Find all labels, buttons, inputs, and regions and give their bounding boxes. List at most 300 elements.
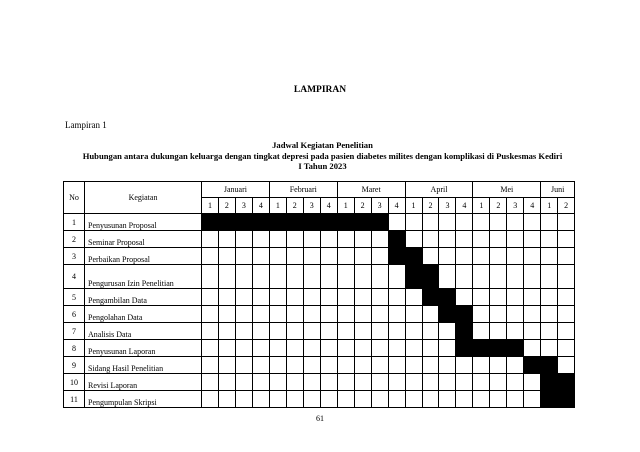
schedule-cell (371, 231, 388, 248)
week-header: 3 (439, 198, 456, 214)
schedule-cell-filled (541, 391, 558, 408)
schedule-cell (422, 214, 439, 231)
schedule-cell (541, 231, 558, 248)
schedule-cell (490, 357, 507, 374)
row-number: 10 (64, 374, 85, 391)
schedule-cell (269, 340, 286, 357)
schedule-cell (473, 374, 490, 391)
schedule-cell (303, 323, 320, 340)
schedule-cell (371, 265, 388, 289)
schedule-cell (218, 306, 235, 323)
row-number: 1 (64, 214, 85, 231)
schedule-cell (371, 391, 388, 408)
schedule-cell (422, 323, 439, 340)
schedule-cell (202, 231, 219, 248)
schedule-cell (473, 357, 490, 374)
schedule-cell (303, 306, 320, 323)
schedule-cell (388, 391, 405, 408)
table-row (64, 231, 575, 248)
schedule-cell (337, 306, 354, 323)
week-header: 3 (303, 198, 320, 214)
schedule-cell (202, 248, 219, 265)
page-heading: LAMPIRAN (293, 85, 347, 95)
schedule-cell (456, 289, 473, 306)
schedule-cell (405, 289, 422, 306)
schedule-cell (507, 374, 524, 391)
schedule-cell (405, 357, 422, 374)
schedule-cell (405, 374, 422, 391)
schedule-cell (371, 357, 388, 374)
week-header: 3 (507, 198, 524, 214)
schedule-cell (473, 306, 490, 323)
schedule-cell (286, 391, 303, 408)
schedule-cell (218, 289, 235, 306)
schedule-cell (286, 289, 303, 306)
schedule-cell-filled (524, 357, 541, 374)
schedule-cell (303, 391, 320, 408)
schedule-cell (388, 214, 405, 231)
schedule-cell (456, 374, 473, 391)
week-header: 2 (354, 198, 371, 214)
schedule-cell (354, 391, 371, 408)
schedule-cell (235, 265, 252, 289)
schedule-cell (456, 265, 473, 289)
title-line-2: Hubungan antara dukungan keluarga dengan tingkat depresi pada pasien diabetes milites dengan komplikasi di Puskesmas Kediri (82, 150, 563, 161)
week-header: 1 (202, 198, 219, 214)
schedule-cell (524, 306, 541, 323)
schedule-cell (371, 340, 388, 357)
schedule-cell-filled (218, 214, 235, 231)
schedule-cell (354, 231, 371, 248)
schedule-cell (473, 289, 490, 306)
row-number: 4 (64, 265, 85, 289)
schedule-cell (354, 248, 371, 265)
schedule-cell (354, 340, 371, 357)
schedule-cell (524, 289, 541, 306)
schedule-cell (371, 248, 388, 265)
schedule-cell (388, 323, 405, 340)
activity-name: Perbaikan Proposal (85, 248, 202, 265)
schedule-cell (490, 374, 507, 391)
schedule-cell (371, 323, 388, 340)
schedule-cell (303, 357, 320, 374)
week-header: 4 (320, 198, 337, 214)
schedule-cell (558, 248, 575, 265)
schedule-cell (218, 357, 235, 374)
table-row (64, 289, 575, 306)
schedule-cell-filled (235, 214, 252, 231)
schedule-cell (507, 357, 524, 374)
schedule-cell (388, 265, 405, 289)
week-header: 2 (490, 198, 507, 214)
schedule-cell (320, 289, 337, 306)
table-row (64, 214, 575, 231)
schedule-cell (507, 306, 524, 323)
week-header: 2 (286, 198, 303, 214)
schedule-cell (320, 306, 337, 323)
schedule-cell (558, 214, 575, 231)
table-row (64, 374, 575, 391)
schedule-cell (269, 231, 286, 248)
row-number: 8 (64, 340, 85, 357)
schedule-cell (337, 374, 354, 391)
schedule-cell (422, 248, 439, 265)
schedule-cell (558, 289, 575, 306)
schedule-cell (422, 357, 439, 374)
schedule-cell (320, 374, 337, 391)
schedule-cell (286, 265, 303, 289)
schedule-cell (337, 323, 354, 340)
schedule-cell (439, 265, 456, 289)
schedule-cell-filled (405, 248, 422, 265)
schedule-cell (337, 357, 354, 374)
schedule-cell (269, 306, 286, 323)
schedule-cell (286, 231, 303, 248)
month-header-row (64, 182, 575, 198)
schedule-cell (218, 340, 235, 357)
schedule-cell (320, 357, 337, 374)
schedule-cell (558, 357, 575, 374)
activity-name: Seminar Proposal (85, 231, 202, 248)
schedule-cell (456, 357, 473, 374)
schedule-cell (541, 340, 558, 357)
week-header: 4 (252, 198, 269, 214)
schedule-cell (405, 306, 422, 323)
schedule-cell (490, 306, 507, 323)
schedule-cell (439, 248, 456, 265)
month-header: Juni (541, 182, 575, 198)
schedule-cell (558, 231, 575, 248)
schedule-cell (558, 306, 575, 323)
schedule-cell (524, 391, 541, 408)
schedule-cell (303, 340, 320, 357)
activity-name: Pengolahan Data (85, 306, 202, 323)
schedule-cell (541, 289, 558, 306)
month-header: Januari (202, 182, 270, 198)
schedule-cell (337, 265, 354, 289)
schedule-cell (371, 374, 388, 391)
schedule-cell (422, 306, 439, 323)
schedule-cell (252, 265, 269, 289)
schedule-cell-filled (456, 340, 473, 357)
schedule-cell (320, 248, 337, 265)
activity-name: Pengambilan Data (85, 289, 202, 306)
schedule-cell (558, 323, 575, 340)
week-header: 3 (371, 198, 388, 214)
schedule-cell-filled (439, 306, 456, 323)
schedule-cell-filled (286, 214, 303, 231)
schedule-cell (524, 248, 541, 265)
schedule-cell (235, 340, 252, 357)
schedule-cell (439, 340, 456, 357)
schedule-cell (320, 323, 337, 340)
schedule-cell (558, 265, 575, 289)
table-row (64, 340, 575, 357)
schedule-cell (371, 306, 388, 323)
activity-name: Penyusunan Laporan (85, 340, 202, 357)
title-line-3: I Tahun 2023 (298, 161, 347, 171)
schedule-cell (202, 391, 219, 408)
no-column-header: No (64, 182, 85, 214)
schedule-cell (218, 265, 235, 289)
week-header: 2 (558, 198, 575, 214)
activity-name: Sidang Hasil Penelitian (85, 357, 202, 374)
schedule-cell (507, 323, 524, 340)
schedule-cell (252, 357, 269, 374)
schedule-cell (337, 231, 354, 248)
schedule-cell (286, 357, 303, 374)
schedule-cell-filled (541, 374, 558, 391)
schedule-cell (490, 391, 507, 408)
schedule-cell (473, 214, 490, 231)
schedule-cell (235, 306, 252, 323)
schedule-cell (286, 340, 303, 357)
schedule-table (63, 181, 575, 408)
schedule-cell (286, 306, 303, 323)
schedule-cell (388, 306, 405, 323)
schedule-cell (456, 231, 473, 248)
schedule-cell (269, 248, 286, 265)
schedule-cell-filled (490, 340, 507, 357)
schedule-cell (507, 231, 524, 248)
schedule-cell (473, 323, 490, 340)
schedule-cell (252, 340, 269, 357)
schedule-cell-filled (202, 214, 219, 231)
lampiran-label: Lampiran 1 (65, 120, 107, 130)
schedule-cell (202, 357, 219, 374)
schedule-cell (218, 391, 235, 408)
week-header: 4 (388, 198, 405, 214)
schedule-cell (252, 231, 269, 248)
schedule-cell-filled (320, 214, 337, 231)
schedule-cell-filled (405, 265, 422, 289)
schedule-cell (354, 265, 371, 289)
schedule-cell (354, 289, 371, 306)
schedule-cell (439, 391, 456, 408)
schedule-cell (252, 374, 269, 391)
schedule-cell (490, 248, 507, 265)
week-header: 4 (456, 198, 473, 214)
schedule-cell-filled (507, 340, 524, 357)
schedule-cell (388, 289, 405, 306)
week-header: 1 (473, 198, 490, 214)
schedule-cell (252, 323, 269, 340)
schedule-cell (354, 323, 371, 340)
schedule-cell-filled (541, 357, 558, 374)
activity-name: Pengurusan Izin Penelitian (85, 265, 202, 289)
schedule-cell-filled (422, 289, 439, 306)
schedule-cell (269, 265, 286, 289)
table-row (64, 357, 575, 374)
row-number: 6 (64, 306, 85, 323)
schedule-cell-filled (439, 289, 456, 306)
schedule-cell (320, 231, 337, 248)
schedule-cell (422, 374, 439, 391)
schedule-cell (303, 248, 320, 265)
schedule-cell (202, 323, 219, 340)
schedule-cell-filled (558, 374, 575, 391)
schedule-cell (303, 374, 320, 391)
schedule-cell (524, 340, 541, 357)
activity-name: Pengumpulan Skripsi (85, 391, 202, 408)
schedule-cell (320, 391, 337, 408)
schedule-cell-filled (269, 214, 286, 231)
schedule-cell (235, 323, 252, 340)
schedule-cell-filled (473, 340, 490, 357)
schedule-cell (439, 214, 456, 231)
schedule-cell (320, 340, 337, 357)
month-header: Februari (269, 182, 337, 198)
schedule-cell (252, 289, 269, 306)
row-number: 11 (64, 391, 85, 408)
schedule-cell (558, 340, 575, 357)
schedule-cell (405, 231, 422, 248)
schedule-cell (303, 265, 320, 289)
schedule-cell-filled (388, 231, 405, 248)
schedule-cell (354, 357, 371, 374)
schedule-cell (235, 391, 252, 408)
schedule-cell (524, 214, 541, 231)
week-header: 1 (337, 198, 354, 214)
schedule-cell (405, 323, 422, 340)
schedule-cell-filled (252, 214, 269, 231)
month-header: Maret (337, 182, 405, 198)
schedule-cell (303, 231, 320, 248)
month-header: Mei (473, 182, 541, 198)
week-header: 1 (541, 198, 558, 214)
schedule-cell (202, 374, 219, 391)
schedule-cell (405, 214, 422, 231)
schedule-cell (507, 214, 524, 231)
schedule-cell (439, 357, 456, 374)
schedule-cell (337, 391, 354, 408)
activity-name: Analisis Data (85, 323, 202, 340)
schedule-cell (202, 289, 219, 306)
schedule-cell (524, 374, 541, 391)
schedule-cell (202, 340, 219, 357)
schedule-cell (337, 248, 354, 265)
schedule-cell (439, 374, 456, 391)
schedule-cell (235, 248, 252, 265)
schedule-cell (388, 340, 405, 357)
schedule-cell-filled (558, 391, 575, 408)
week-header: 1 (269, 198, 286, 214)
schedule-cell (507, 248, 524, 265)
schedule-cell (388, 357, 405, 374)
schedule-cell (439, 323, 456, 340)
schedule-cell (269, 357, 286, 374)
schedule-cell (388, 374, 405, 391)
row-number: 5 (64, 289, 85, 306)
schedule-cell (541, 323, 558, 340)
month-header: April (405, 182, 473, 198)
schedule-cell (490, 265, 507, 289)
week-header: 1 (405, 198, 422, 214)
schedule-cell (541, 248, 558, 265)
schedule-cell (507, 391, 524, 408)
schedule-cell (490, 323, 507, 340)
week-header: 2 (218, 198, 235, 214)
schedule-cell (235, 357, 252, 374)
row-number: 2 (64, 231, 85, 248)
schedule-cell (456, 391, 473, 408)
week-header: 3 (235, 198, 252, 214)
schedule-cell (524, 265, 541, 289)
schedule-cell (218, 248, 235, 265)
schedule-cell (337, 340, 354, 357)
schedule-cell (218, 231, 235, 248)
table-row (64, 306, 575, 323)
schedule-cell (473, 265, 490, 289)
week-header: 4 (524, 198, 541, 214)
schedule-cell (507, 289, 524, 306)
schedule-cell (490, 214, 507, 231)
schedule-cell (473, 391, 490, 408)
schedule-cell (456, 248, 473, 265)
table-row (64, 391, 575, 408)
schedule-cell (490, 231, 507, 248)
schedule-cell-filled (354, 214, 371, 231)
schedule-cell (473, 231, 490, 248)
schedule-cell (286, 248, 303, 265)
schedule-cell (371, 289, 388, 306)
schedule-cell (524, 231, 541, 248)
schedule-cell (235, 289, 252, 306)
schedule-cell (269, 374, 286, 391)
schedule-cell (490, 289, 507, 306)
schedule-cell (252, 248, 269, 265)
schedule-cell (541, 306, 558, 323)
schedule-cell-filled (337, 214, 354, 231)
row-number: 7 (64, 323, 85, 340)
schedule-cell-filled (422, 265, 439, 289)
schedule-cell (354, 306, 371, 323)
schedule-cell (202, 306, 219, 323)
schedule-cell (286, 323, 303, 340)
schedule-cell (524, 323, 541, 340)
schedule-cell (422, 340, 439, 357)
schedule-cell-filled (303, 214, 320, 231)
schedule-title (60, 140, 585, 172)
schedule-cell (286, 374, 303, 391)
schedule-cell (320, 265, 337, 289)
table-row (64, 248, 575, 265)
schedule-cell (405, 340, 422, 357)
schedule-cell (337, 289, 354, 306)
table-row (64, 323, 575, 340)
schedule-cell (541, 214, 558, 231)
table-row (64, 265, 575, 289)
schedule-cell (303, 289, 320, 306)
week-header: 2 (422, 198, 439, 214)
page-number: 61 (316, 414, 324, 423)
schedule-cell (269, 289, 286, 306)
schedule-cell (218, 374, 235, 391)
schedule-cell (252, 391, 269, 408)
schedule-cell (422, 391, 439, 408)
schedule-cell-filled (456, 323, 473, 340)
schedule-cell (405, 391, 422, 408)
schedule-cell (541, 265, 558, 289)
schedule-cell (202, 265, 219, 289)
activity-name: Penyusunan Proposal (85, 214, 202, 231)
schedule-cell-filled (388, 248, 405, 265)
row-number: 9 (64, 357, 85, 374)
schedule-cell (507, 265, 524, 289)
activity-name: Revisi Laporan (85, 374, 202, 391)
row-number: 3 (64, 248, 85, 265)
title-line-1: Jadwal Kegiatan Penelitian (272, 140, 373, 150)
